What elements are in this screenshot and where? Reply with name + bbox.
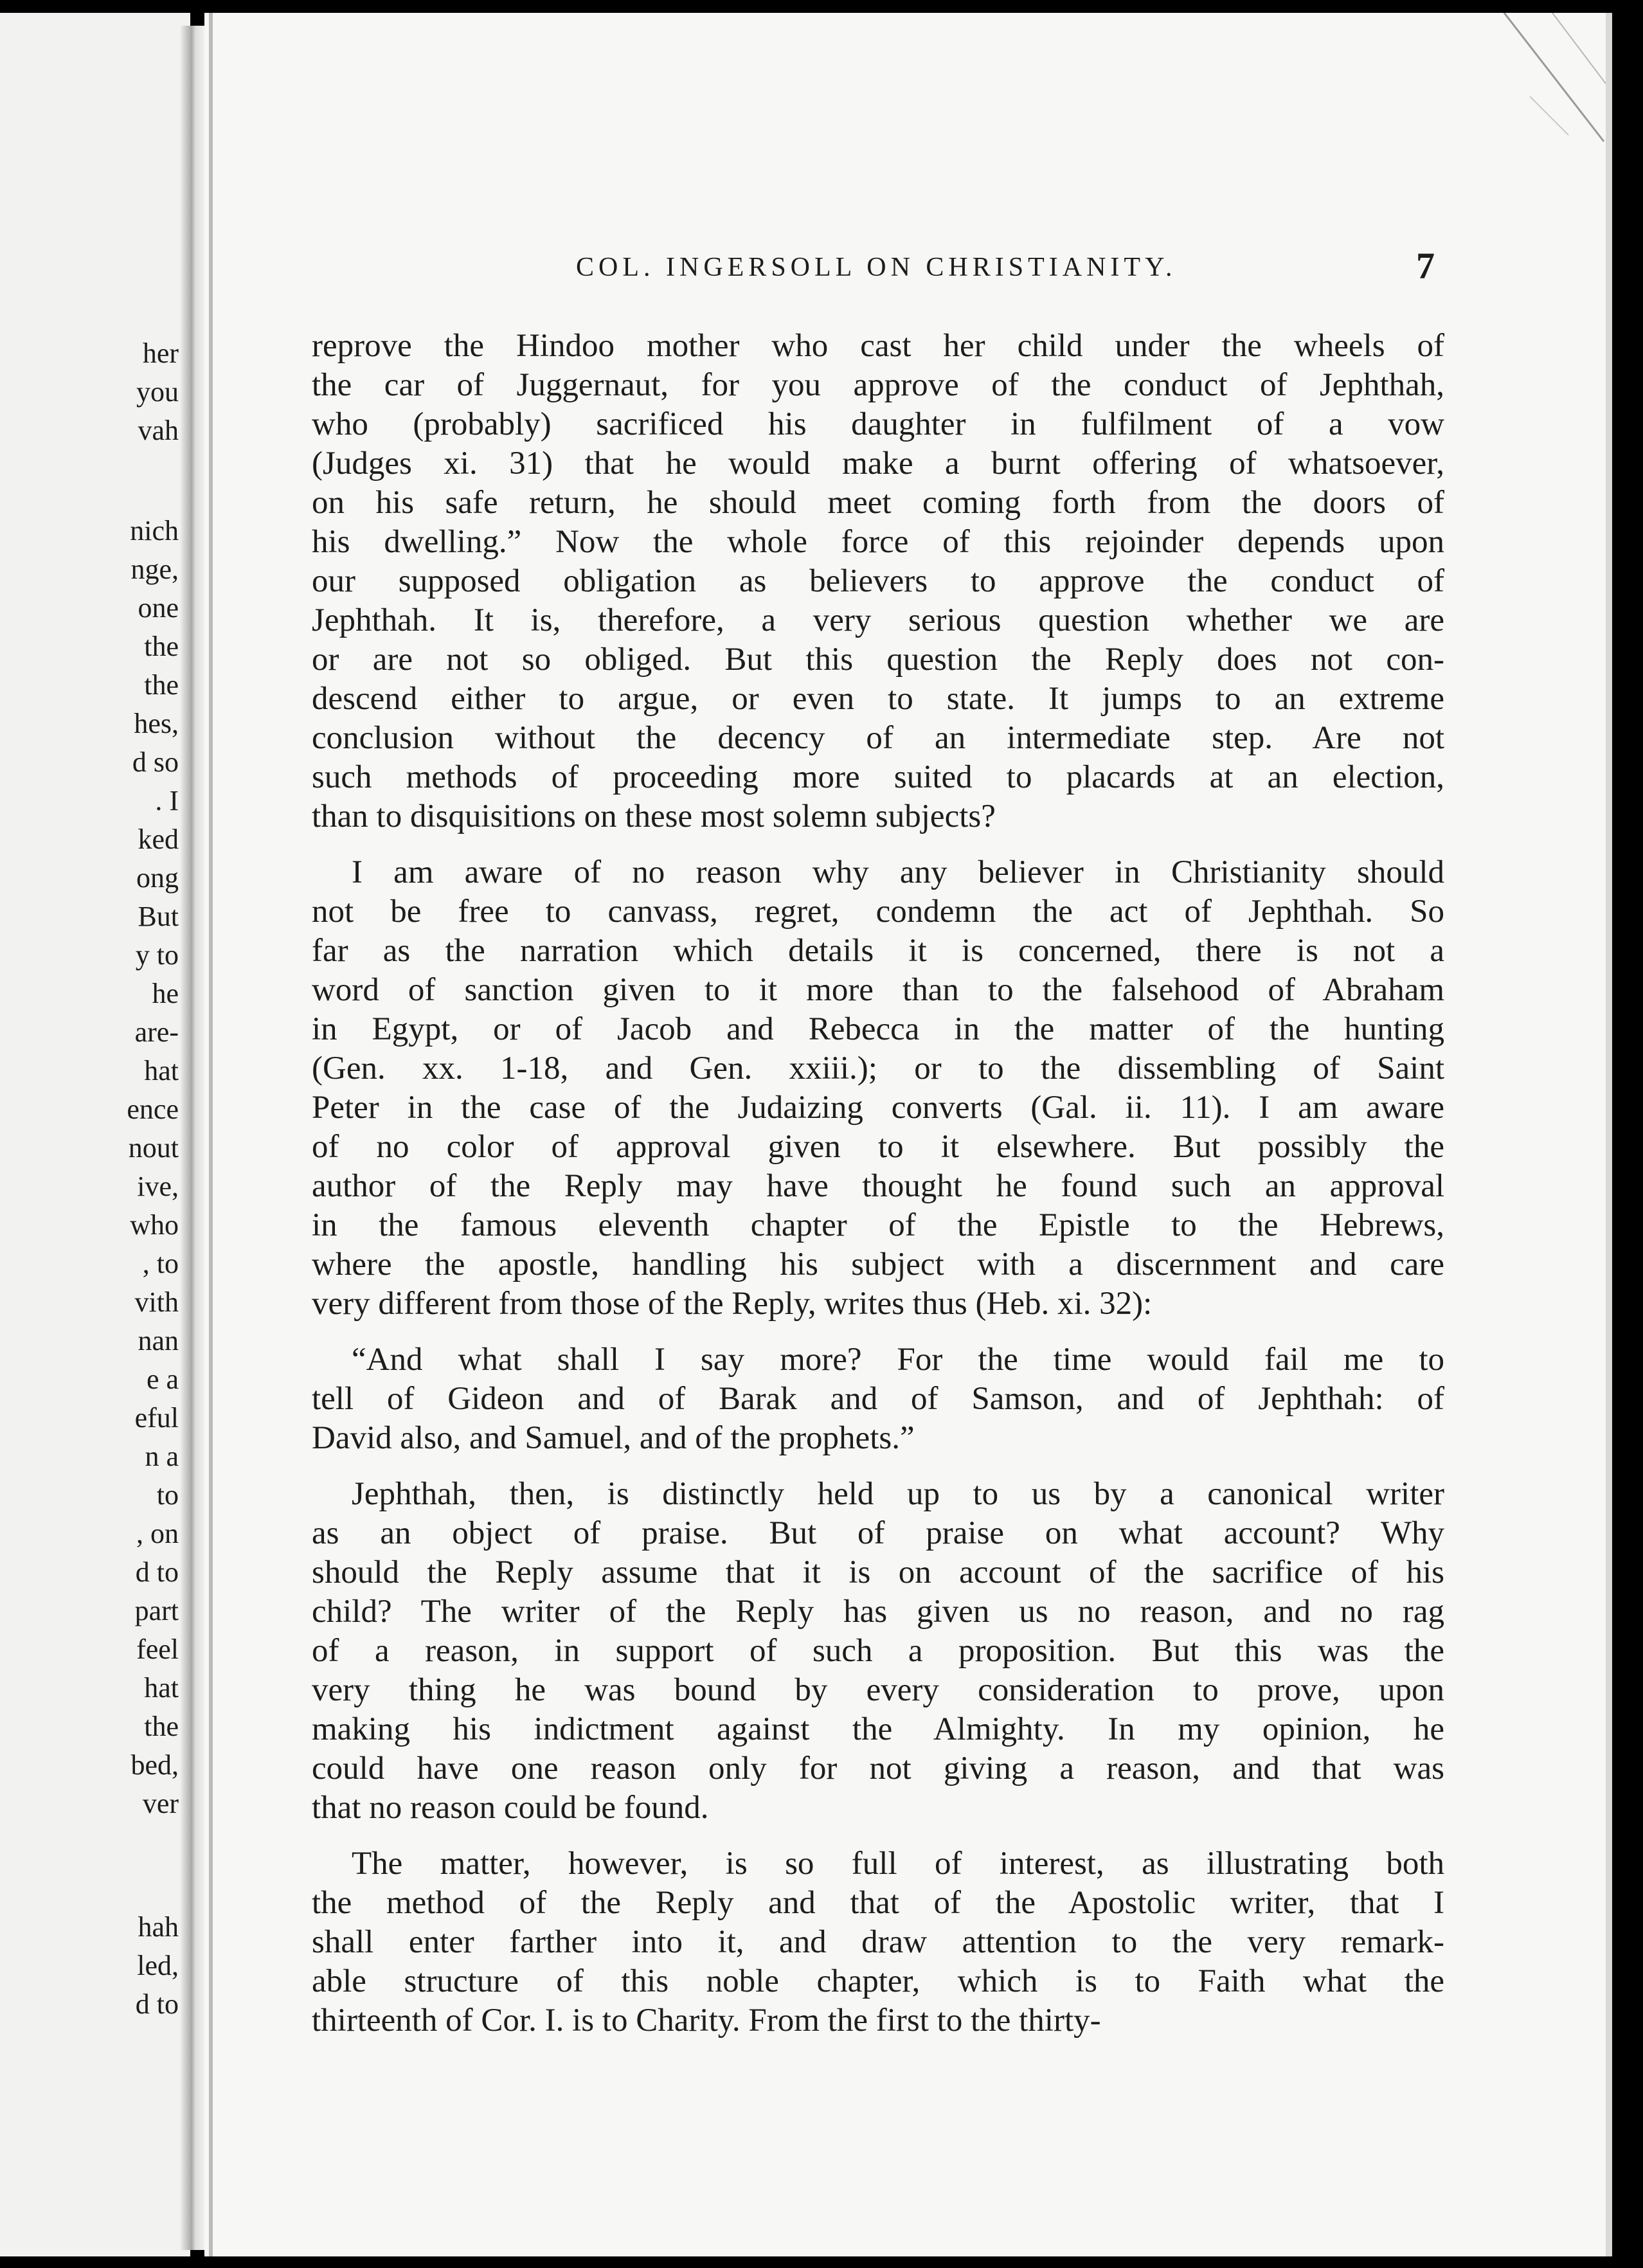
text-line: that no reason could be found.	[312, 1790, 709, 1826]
facing-page-line: feel	[136, 1634, 179, 1665]
facing-page-line: bed,	[130, 1749, 179, 1781]
facing-page-line: hah	[138, 1911, 179, 1943]
facing-page-line: ive,	[137, 1171, 179, 1202]
body-text	[312, 327, 1444, 2057]
facing-page-line: d so	[132, 746, 179, 778]
text-line: his dwelling.” Now the whole force of this rejoinder depends upon	[312, 524, 1444, 560]
facing-page-line: nout	[128, 1132, 179, 1164]
facing-page-line: e a	[146, 1364, 179, 1395]
facing-page-line: , to	[142, 1248, 179, 1279]
text-line: not be free to canvass, regret, condemn the act of Jephthah. So	[312, 894, 1444, 930]
text-line: Jephthah. It is, therefore, a very serious question whether we are	[312, 602, 1444, 638]
text-line: on his safe return, he should meet coming forth from the doors of	[312, 485, 1444, 521]
text-line: of no color of approval given to it elsewhere. But possibly the	[312, 1129, 1444, 1165]
text-line: should the Reply assume that it is on account of the sacrifice of his	[312, 1554, 1444, 1590]
facing-page-line: vith	[134, 1286, 179, 1318]
paragraph	[312, 1844, 1444, 2040]
text-line: The matter, however, is so full of interest, as illustrating both	[352, 1846, 1444, 1882]
paragraph	[312, 1340, 1444, 1458]
facing-page-line: led,	[137, 1950, 179, 1981]
text-line: where the apostle, handling his subject with a discernment and care	[312, 1246, 1444, 1282]
text-line: in Egypt, or of Jacob and Rebecca in the matter of the hunting	[312, 1011, 1444, 1047]
facing-page-line: ver	[142, 1788, 179, 1819]
facing-page-line: d to	[135, 1556, 179, 1588]
text-line: reprove the Hindoo mother who cast her child under the wheels of	[312, 328, 1444, 364]
facing-page-line: hat	[144, 1672, 179, 1704]
text-line: (Gen. xx. 1-18, and Gen. xxiii.); or to the dissembling of Saint	[312, 1050, 1444, 1086]
text-line: very different from those of the Reply, writes thus (Heb. xi. 32):	[312, 1286, 1153, 1322]
paragraph	[312, 1475, 1444, 1828]
text-line: descend either to argue, or even to state. It jumps to an extreme	[312, 681, 1444, 717]
text-line: able structure of this noble chapter, which is to Faith what the	[312, 1963, 1444, 1999]
text-line: of a reason, in support of such a proposition. But this was the	[312, 1633, 1444, 1669]
text-line: could have one reason only for not giving a reason, and that was	[312, 1751, 1444, 1787]
page-corner-fold	[1491, 13, 1607, 154]
text-line: our supposed obligation as believers to approve the conduct of	[312, 563, 1444, 599]
text-line: as an object of praise. But of praise on what account? Why	[312, 1515, 1444, 1551]
facing-page-line: her	[142, 338, 179, 369]
facing-page-line: nich	[130, 515, 179, 546]
facing-page-line: hes,	[134, 708, 179, 739]
text-line: or are not so obliged. But this question the Reply does not con-	[312, 642, 1444, 678]
facing-page-line: the	[144, 631, 179, 662]
text-line: conclusion without the decency of an intermediate step. Are not	[312, 720, 1444, 756]
text-line: thirteenth of Cor. I. is to Charity. From the first to the thirty-	[312, 2003, 1101, 2039]
facing-page-line: part	[134, 1595, 179, 1626]
facing-page-line: But	[138, 901, 179, 932]
text-line: than to disquisitions on these most solemn subjects?	[312, 798, 996, 834]
facing-page-line: you	[136, 376, 179, 408]
text-line: such methods of proceeding more suited to placards at an election,	[312, 759, 1444, 795]
text-line: author of the Reply may have thought he found such an approval	[312, 1168, 1444, 1204]
text-line: David also, and Samuel, and of the prophets.”	[312, 1420, 915, 1456]
facing-page-line: eful	[134, 1402, 179, 1434]
facing-page-line: one	[138, 592, 179, 624]
text-line: (Judges xi. 31) that he would make a burnt offering of whatsoever,	[312, 446, 1444, 482]
facing-page-line: n a	[145, 1441, 179, 1472]
text-line: far as the narration which details it is concerned, there is not a	[312, 933, 1444, 969]
facing-page-line: nan	[138, 1325, 179, 1356]
text-line: word of sanction given to it more than to the falsehood of Abraham	[312, 972, 1444, 1008]
facing-page-line: ong	[136, 862, 179, 894]
text-line: tell of Gideon and of Barak and of Samson, and of Jephthah: of	[312, 1381, 1444, 1417]
facing-page-line: nge,	[130, 554, 179, 585]
text-line: in the famous eleventh chapter of the Epistle to the Hebrews,	[312, 1207, 1444, 1243]
text-line: making his indictment against the Almighty. In my opinion, he	[312, 1711, 1444, 1747]
facing-page-line: ked	[138, 824, 179, 855]
facing-page-line: , on	[136, 1518, 179, 1549]
text-line: Jephthah, then, is distinctly held up to us by a canonical writer	[352, 1476, 1444, 1512]
facing-page-line: the	[144, 669, 179, 701]
text-line: the car of Juggernaut, for you approve of the conduct of Jephthah,	[312, 367, 1444, 403]
facing-page	[0, 13, 190, 2256]
text-line: very thing he was bound by every consideration to prove, upon	[312, 1672, 1444, 1708]
facing-page-line: who	[130, 1209, 179, 1241]
facing-page-line: d to	[135, 1988, 179, 2020]
facing-page-line: to	[156, 1479, 179, 1511]
facing-page-line: . I	[155, 785, 179, 816]
page-number: 7	[1416, 245, 1435, 287]
facing-page-line: ence	[127, 1094, 179, 1125]
text-line: Peter in the case of the Judaizing converts (Gal. ii. 11). I am aware	[312, 1090, 1444, 1126]
text-line: child? The writer of the Reply has given us no reason, and no rag	[312, 1594, 1444, 1630]
running-head: COL. INGERSOLL ON CHRISTIANITY.	[576, 253, 1177, 282]
text-line: I am aware of no reason why any believer in Christianity should	[352, 854, 1444, 890]
facing-page-line: are-	[134, 1016, 179, 1048]
paragraph	[312, 853, 1444, 1324]
facing-page-line: vah	[138, 415, 179, 446]
text-line: “And what shall I say more? For the time would fail me to	[352, 1342, 1444, 1378]
facing-page-line: the	[144, 1711, 179, 1742]
paragraph	[312, 327, 1444, 836]
book-gutter	[180, 26, 206, 2250]
facing-page-line: y to	[135, 939, 179, 971]
facing-page-line: hat	[144, 1055, 179, 1086]
text-line: the method of the Reply and that of the Apostolic writer, that I	[312, 1885, 1444, 1921]
text-line: who (probably) sacrificed his daughter in fulfilment of a vow	[312, 406, 1444, 442]
text-line: shall enter farther into it, and draw attention to the very remark-	[312, 1924, 1444, 1960]
facing-page-line: he	[152, 978, 179, 1009]
page-edge-shadow	[209, 13, 213, 2256]
